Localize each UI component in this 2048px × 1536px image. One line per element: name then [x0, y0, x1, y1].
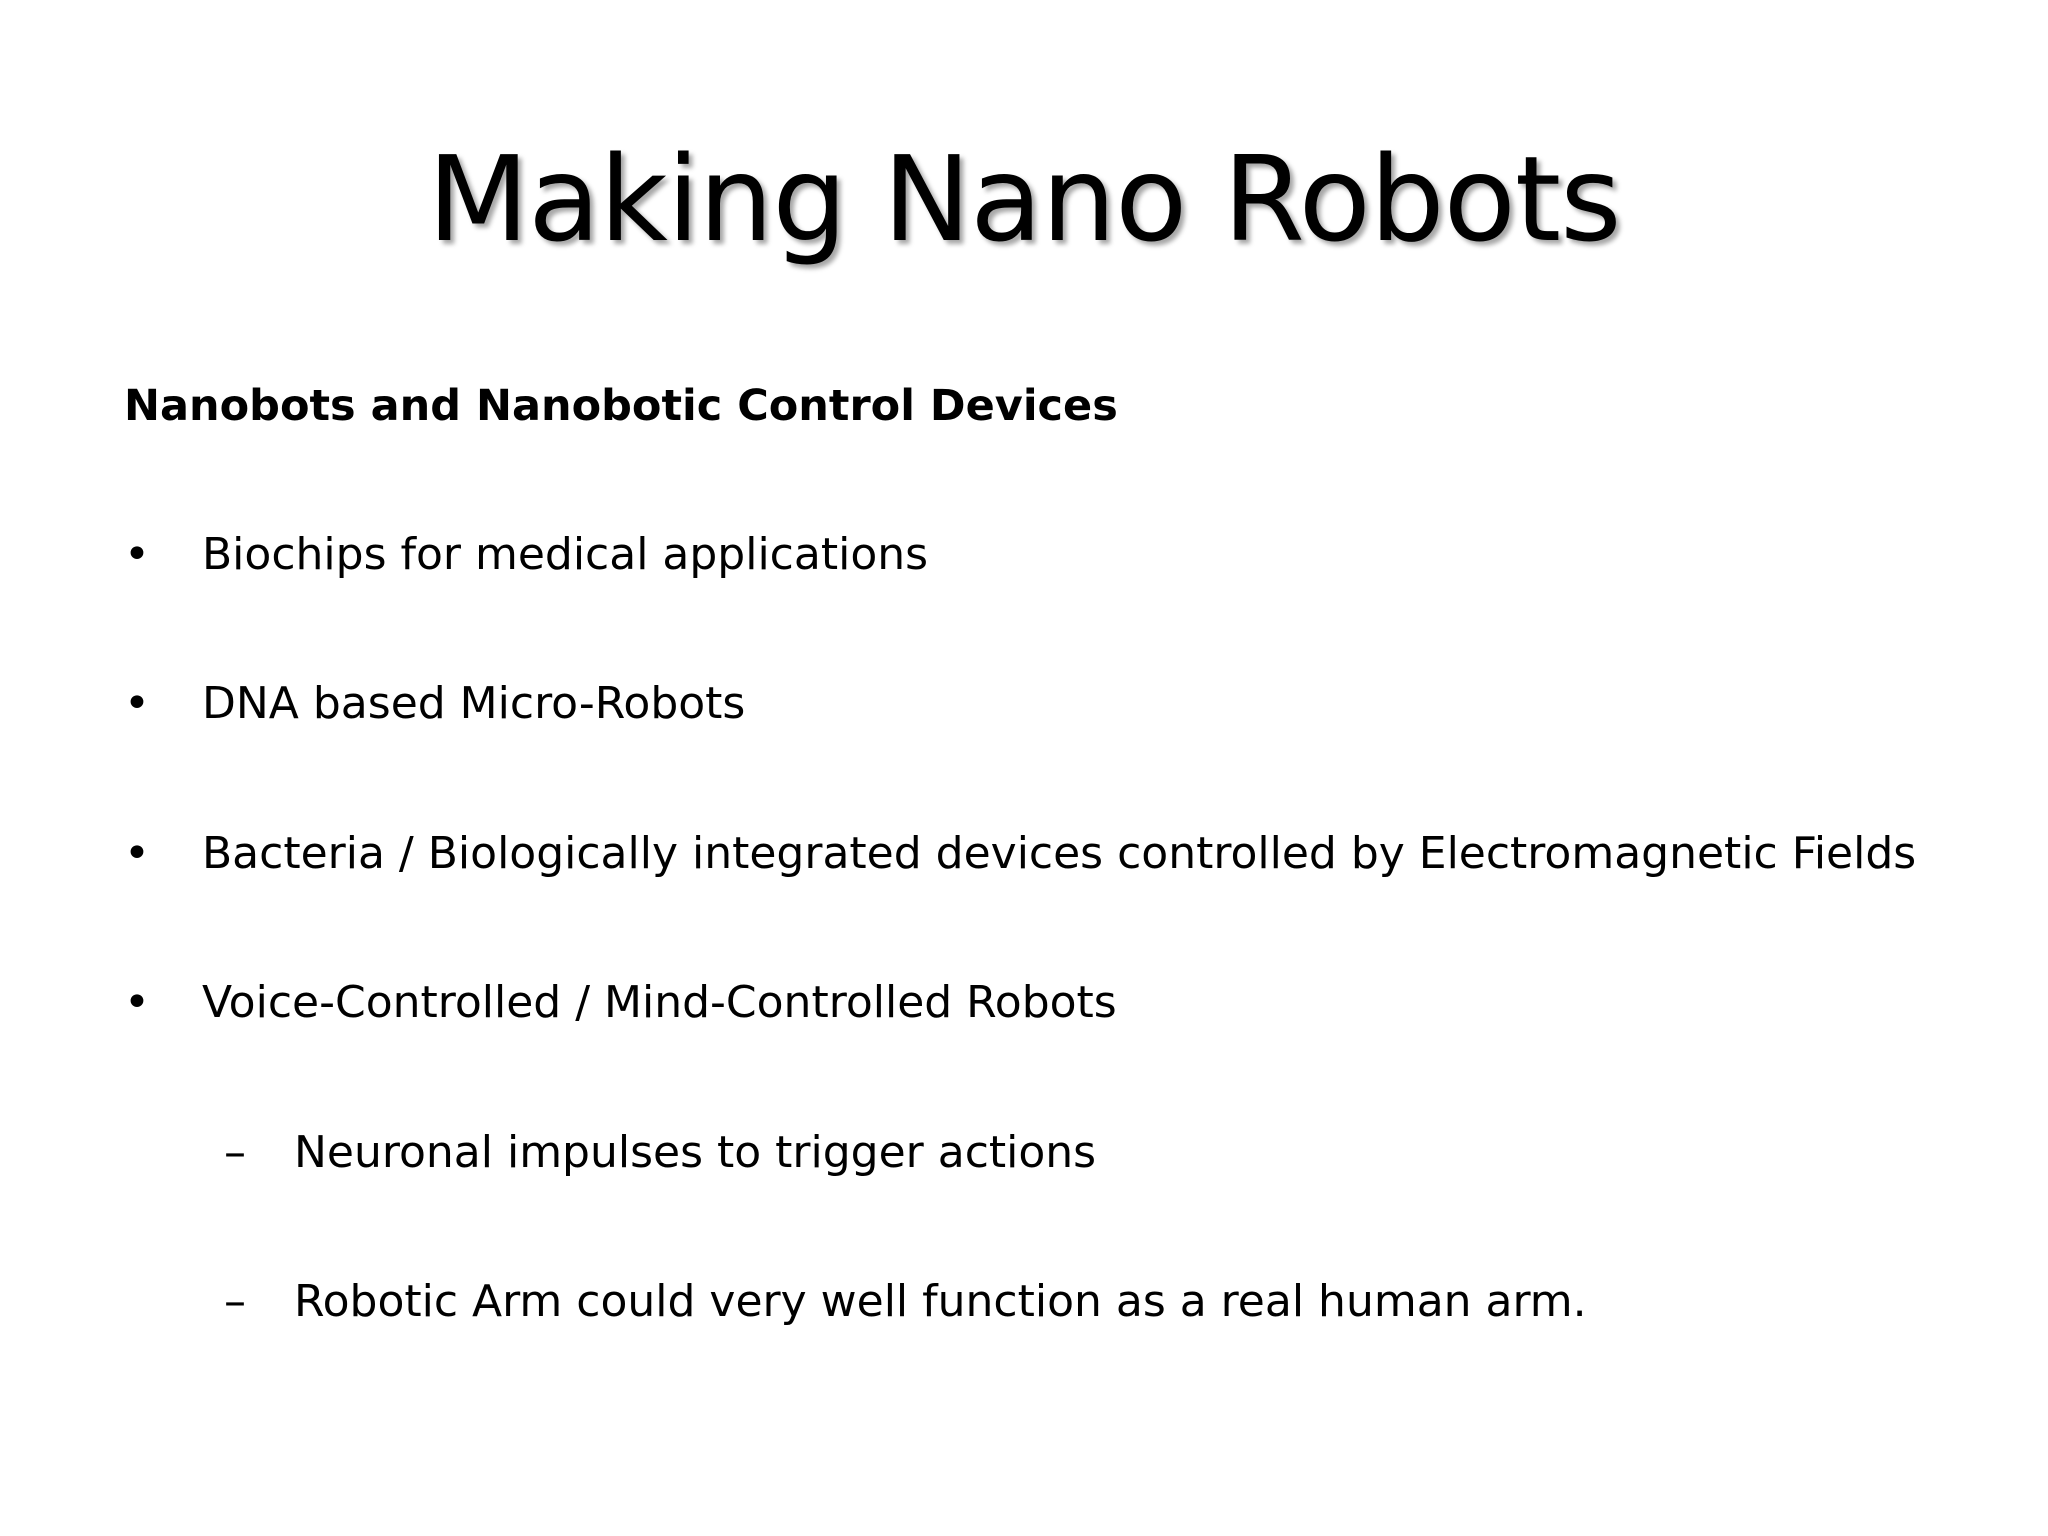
bullet-marker: • [124, 828, 150, 879]
bullet-marker: • [124, 678, 150, 729]
bullet-text: Bacteria / Biologically integrated devices controlled by Electromagnetic Fields [202, 828, 1917, 879]
bullet-text: DNA based Micro-Robots [202, 678, 746, 729]
bullet-marker: • [124, 529, 150, 580]
bullet-marker: • [124, 977, 150, 1028]
bullet-text: Biochips for medical applications [202, 529, 929, 580]
sub-bullet-text: Neuronal impulses to trigger actions [294, 1127, 1097, 1178]
bullet-text: Voice-Controlled / Mind-Controlled Robots [202, 977, 1117, 1028]
slide-subheading: Nanobots and Nanobotic Control Devices [124, 381, 1118, 431]
sub-bullet-text: Robotic Arm could very well function as a real human arm. [294, 1276, 1587, 1327]
slide-title: Making Nano Robots [427, 130, 1621, 268]
sub-bullet-marker: – [224, 1276, 246, 1327]
sub-bullet-marker: – [224, 1127, 246, 1178]
